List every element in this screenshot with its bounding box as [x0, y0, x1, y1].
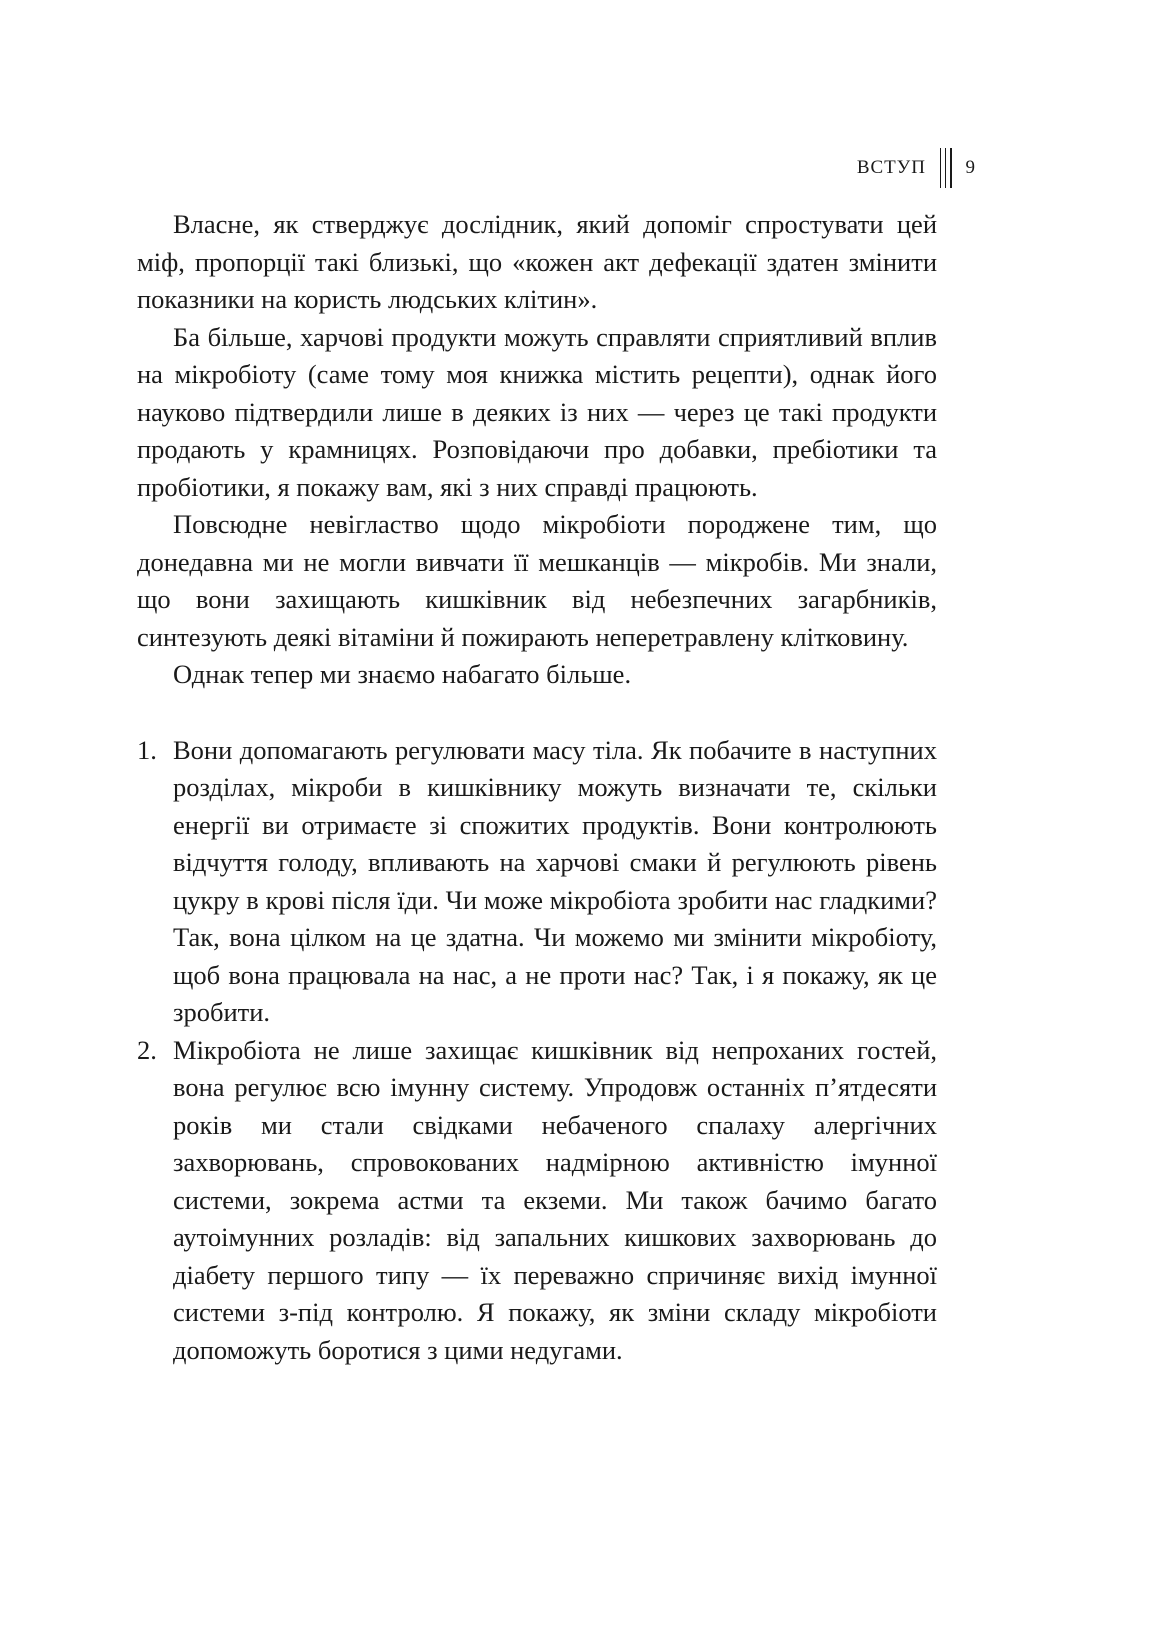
- list-item-text: Вони допомагають регулювати масу тіла. Як побачите в наступних розділах, мікроби в кишківнику можуть визначати те, скільки енергії ви отримаєте зі спожитих продуктів. Вони контролюють відчуття голоду, впливають на харчові смаки й регулюють рівень цукру в крові після їди. Чи може мікробіота зробити нас гладкими? Так, вона цілком на це здатна. Чи можемо ми змінити мікробіоту, щоб вона працювала на нас, а не проти нас? Так, і я покажу, як це зробити.: [173, 734, 937, 1027]
- paragraph: Ба більше, харчові продукти можуть справляти сприятливий вплив на мікробіоту (саме тому моя книжка містить рецепти), однак його науково підтвердили лише в деяких із них — через це такі продукти продають у крамницях. Розповідаючи про добавки, пребіотики та пробіотики, я покажу вам, які з них справді працюють.: [137, 321, 937, 502]
- header-rule-ornament: [940, 148, 952, 188]
- list-item: [137, 732, 937, 1032]
- list-item-text: Мікробіота не лише захищає кишківник від непроханих гостей, вона регулює всю імунну систему. Упродовж останніх п’ятдесяти років ми стали свідками небаченого спалаху алергічних захворювань, спровокованих надмірною активністю імунної системи, зокрема астми та екземи. Ми також бачимо багато аутоімунних розладів: від запальних кишкових захворювань до діабету першого типу — їх переважно спричиняє вихід імунної системи з-під контролю. Я покажу, як зміни складу мікробіоти допоможуть боротися з цими недугами.: [173, 1034, 937, 1365]
- paragraph: Повсюдне невігластво щодо мікробіоти породжене тим, що донедавна ми не могли вивчати її мешканців — мікробів. Ми знали, що вони захищають кишківник від небезпечних загарбників, синтезують деякі вітаміни й пожирають неперетравлену клітковину.: [137, 509, 937, 652]
- paragraph: Однак тепер ми знаємо набагато більше.: [173, 659, 632, 689]
- page-body: [137, 206, 937, 1369]
- page-number: 9: [965, 157, 975, 178]
- list-item-number: 1.: [137, 734, 157, 765]
- running-head: [857, 148, 975, 188]
- paragraph: Власне, як стверджує дослідник, який допоміг спростувати цей міф, пропорції такі близькі, що «кожен акт дефекації здатен змінити показники на користь людських клітин».: [137, 209, 937, 314]
- list-item: [137, 1032, 937, 1370]
- list-item-number: 2.: [137, 1034, 157, 1065]
- numbered-list: [137, 732, 937, 1370]
- section-title: ВСТУП: [856, 157, 926, 178]
